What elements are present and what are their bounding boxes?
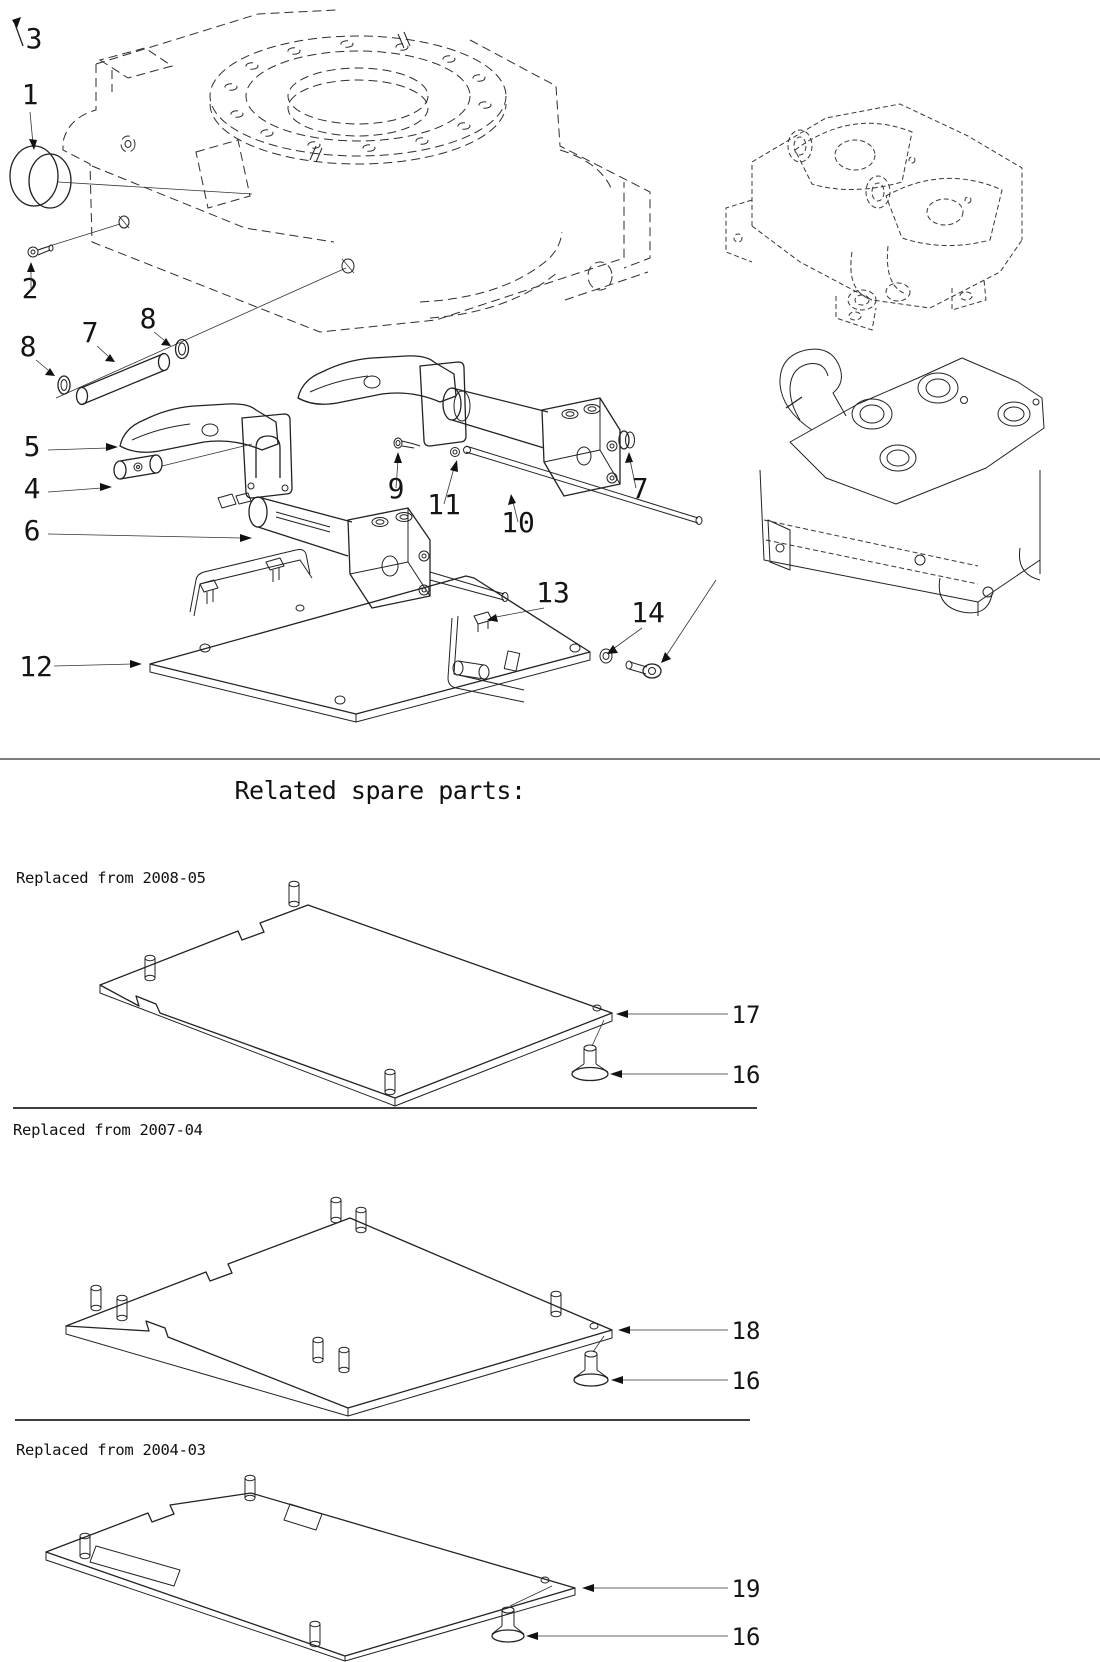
- callout-13: 13: [536, 576, 570, 609]
- callout-16-third: 16: [731, 1623, 761, 1651]
- callout-3: 3: [25, 22, 43, 55]
- callout-16-second: 16: [731, 1367, 761, 1395]
- callout-14: 14: [631, 596, 665, 629]
- replacement-plate-2004: [46, 1475, 760, 1661]
- main-section-divider: [0, 758, 1100, 760]
- part-2-screw: [28, 216, 129, 257]
- section-label-2004-03: Replaced from 2004-03: [16, 1441, 206, 1459]
- callout-8-right: 8: [139, 302, 157, 335]
- replacement-plate-2008: [100, 881, 760, 1106]
- callout-6: 6: [23, 514, 41, 547]
- part-5-guard-bracket: [120, 404, 292, 498]
- part-7-pin-with-orings: [56, 259, 354, 405]
- assembled-view-bottom: [760, 349, 1044, 616]
- callout-17: 17: [731, 1001, 761, 1029]
- divider-2004-section: [15, 1419, 750, 1421]
- callout-11: 11: [427, 488, 461, 521]
- related-spare-parts-title: Related spare parts:: [234, 776, 526, 805]
- part-6-cylinder: [218, 493, 508, 608]
- callout-16-first: 16: [731, 1061, 761, 1089]
- assembled-view-top: [726, 104, 1022, 330]
- callout-18: 18: [731, 1317, 761, 1345]
- callout-1: 1: [21, 78, 39, 111]
- callout-4: 4: [23, 472, 41, 505]
- callout-5: 5: [23, 430, 41, 463]
- section-label-2007-04: Replaced from 2007-04: [13, 1121, 203, 1139]
- callout-12: 12: [19, 650, 53, 683]
- part-3-pin: [12, 17, 23, 46]
- callout-9: 9: [387, 472, 405, 505]
- callout-8-left: 8: [19, 330, 37, 363]
- divider-2007-section: [13, 1107, 757, 1109]
- callout-2: 2: [21, 272, 39, 305]
- callout-7-plug: 7: [631, 472, 649, 505]
- callout-10: 10: [501, 506, 535, 539]
- slew-ring-bearing: [210, 32, 506, 164]
- callout-7-pin: 7: [81, 316, 99, 349]
- section-label-2008-05: Replaced from 2008-05: [16, 869, 206, 887]
- callout-19: 19: [731, 1575, 761, 1603]
- part-4-pivot-pin: [114, 444, 252, 479]
- part-12-mounting-plate: [150, 550, 661, 723]
- main-exploded-view: [10, 10, 716, 722]
- replacement-plate-2007: [66, 1197, 760, 1416]
- part-1-bushing: [10, 146, 252, 208]
- rotator-housing-outline: [63, 10, 650, 332]
